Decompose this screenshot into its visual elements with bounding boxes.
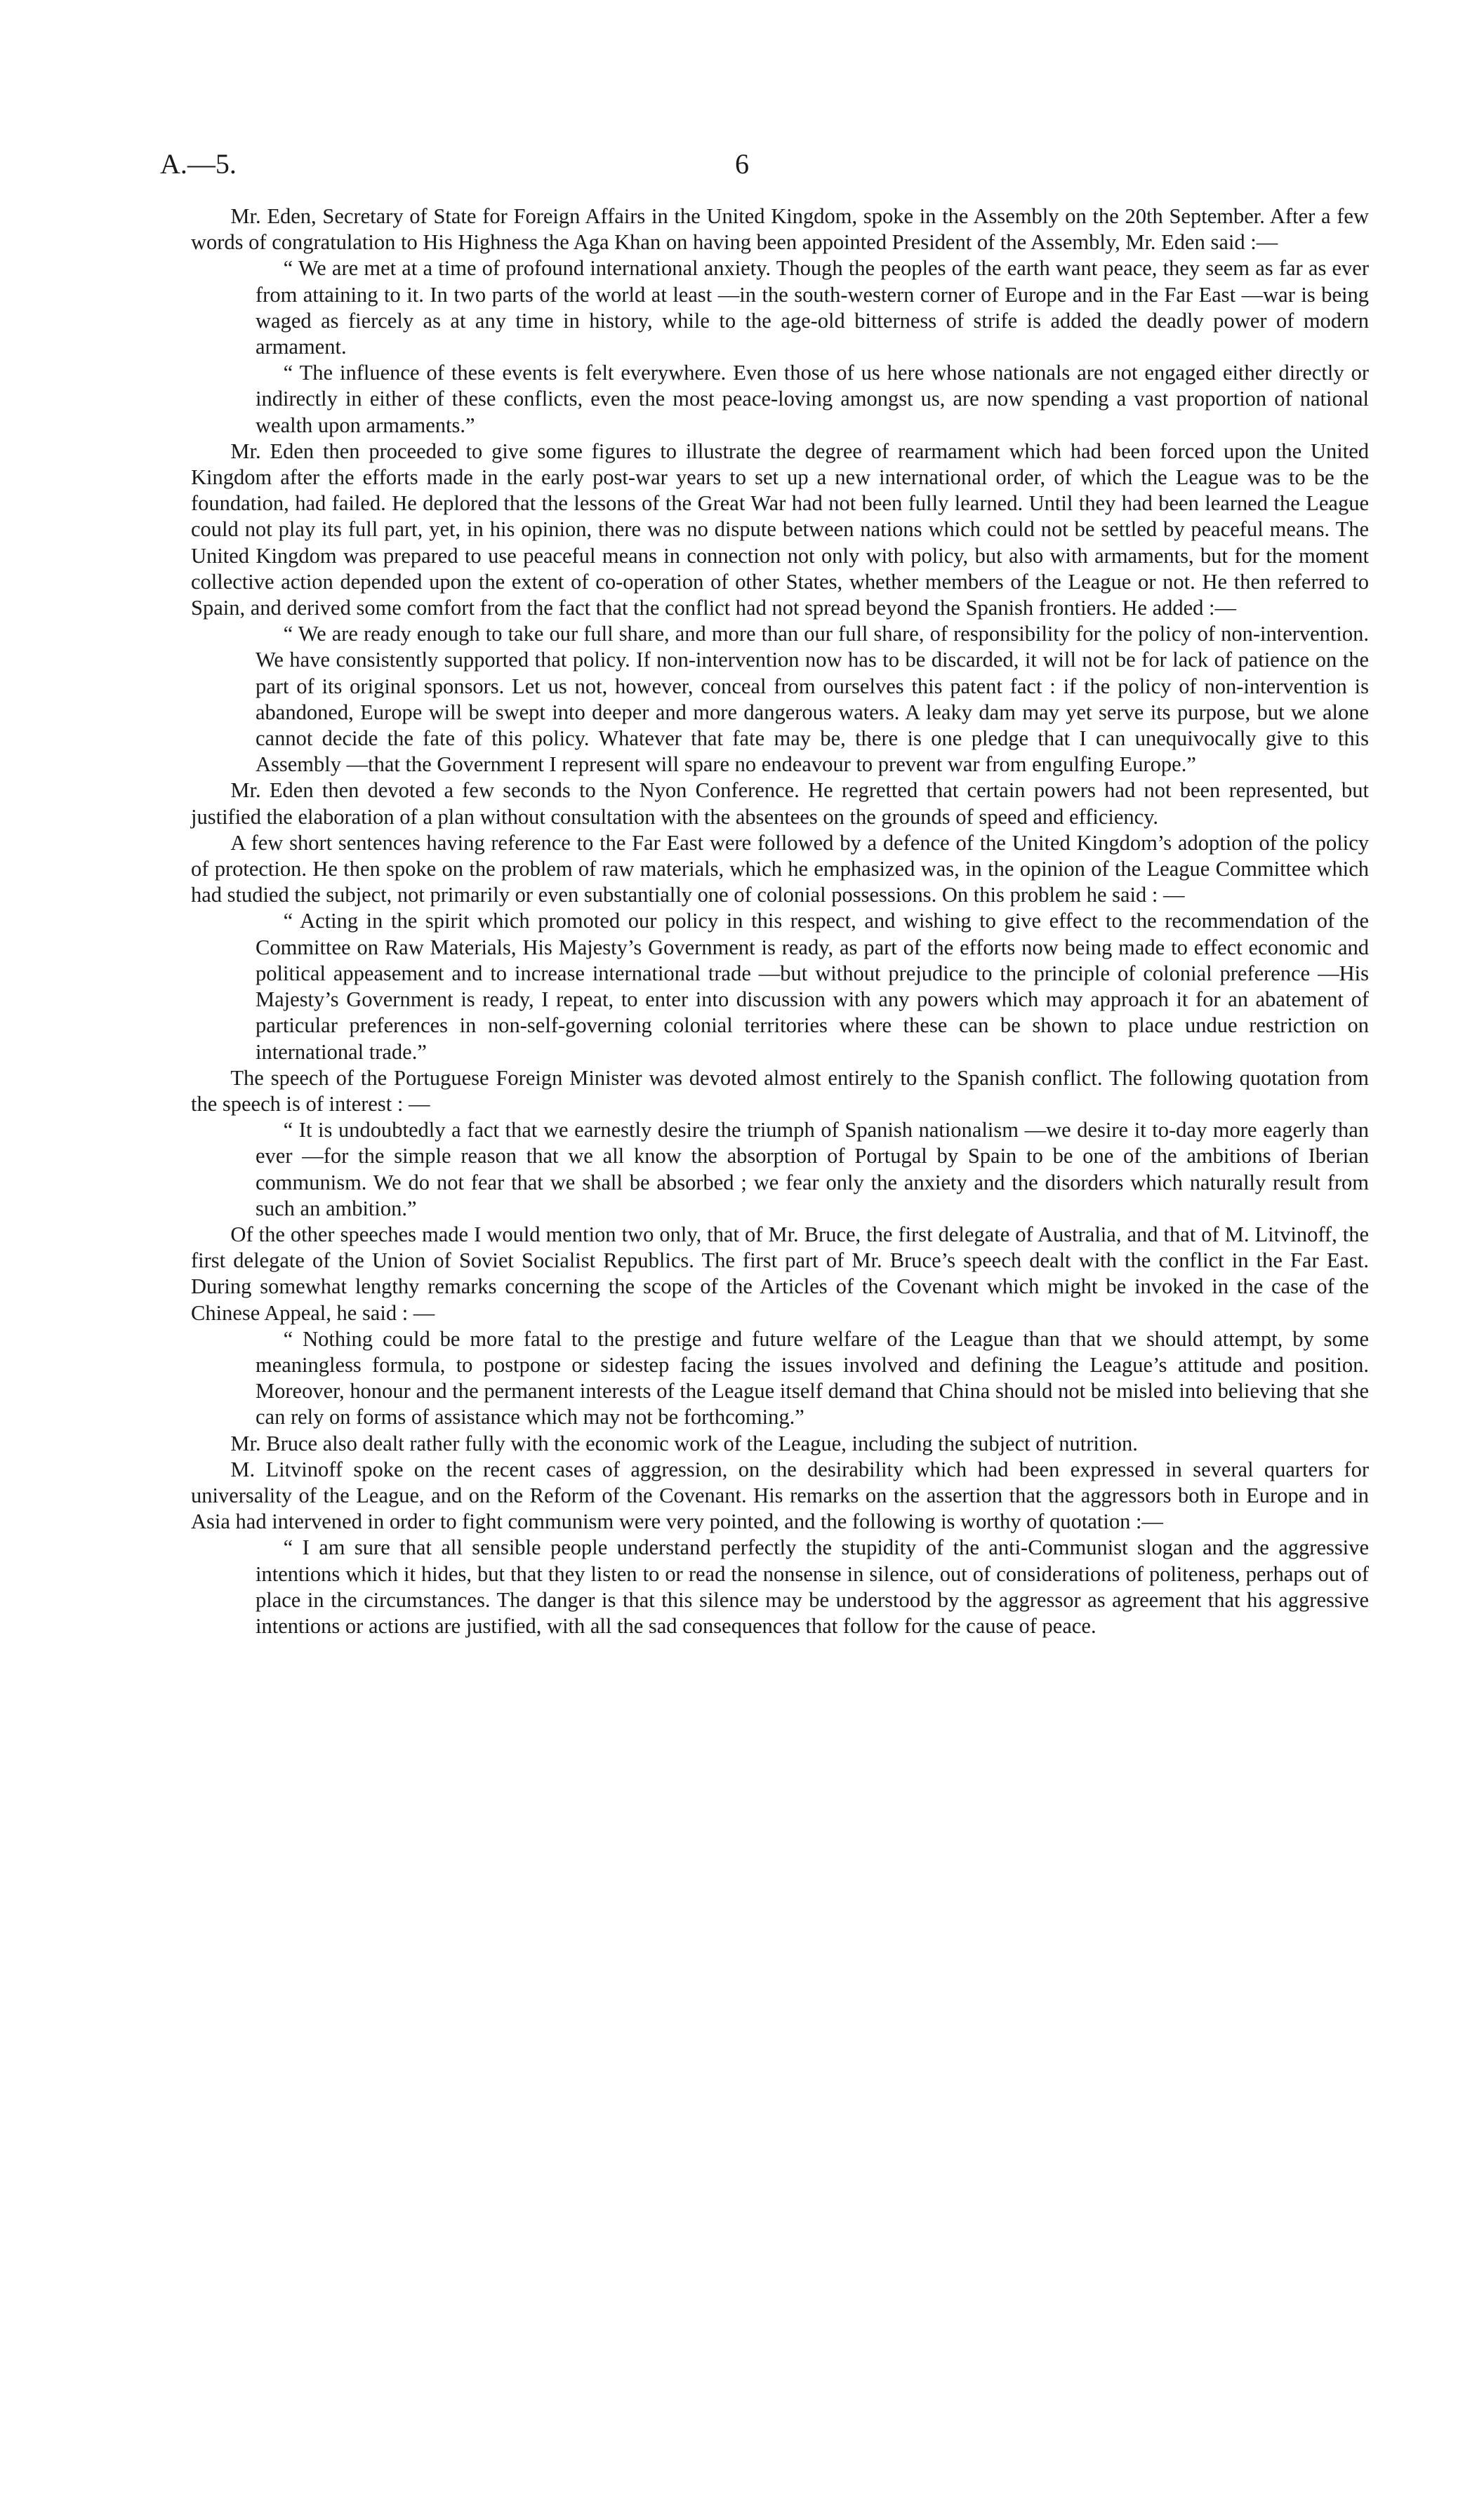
quotation: “ I am sure that all sensible people understand perfectly the stupidity of the anti-Communist slogan and the aggressive intentions which it hides, but that they listen to or read the nonsense in silence, out of considerations of politeness, perhaps out of place in the circumstances. The danger is that this silence may be understood by the aggressor as agreement that his aggressive intentions or actions are justified, with all the sad consequences that follow for the cause of peace. [256,1535,1369,1638]
quotation: “ We are ready enough to take our full share, and more than our full share, of responsibility for the policy of non-intervention. We have consistently supported that policy. If non-intervention now has to be discarded, it will not be for lack of patience on the part of its original sponsors. Let us not, however, conceal from ourselves this patent fact : if the policy of non-intervention is abandoned, Europe will be swept into deeper and more dangerous waters. A leaky dam may yet serve its purpose, but we alone cannot decide the fate of this policy. Whatever that fate may be, there is one pledge that I can unequivocally give to this Assembly —that the Government I represent will spare no endeavour to prevent war from engulfing Europe.” [256,622,1369,777]
paragraph: Mr. Eden then devoted a few seconds to the Nyon Conference. He regretted that certain powers had not been represented, but justified the elaboration of a plan without consultation with the absentees on the grounds of speed and efficiency. [191,778,1369,829]
quotation: “ We are met at a time of profound international anxiety. Though the peoples of the earth want peace, they seem as far as ever from attaining to it. In two parts of the world at least —in the south-western corner of Europe and in the Far East —war is being waged as fiercely as at any time in history, while to the age-old bitterness of strife is added the deadly power of modern armament. [256,256,1369,359]
quotation: “ Acting in the spirit which promoted our policy in this respect, and wishing to give effect to the recommendation of the Committee on Raw Materials, His Majesty’s Government is ready, as part of the efforts now being made to effect economic and political appeasement and to increase international trade —but without prejudice to the principle of colonial preference —His Majesty’s Government is ready, I repeat, to enter into discussion with any powers which may approach it for an abatement of particular preferences in non-self-governing colonial territories where these can be shown to place undue restriction on international trade.” [256,909,1369,1064]
quotation: “ Nothing could be more fatal to the prestige and future welfare of the League than that we should attempt, by some meaningless formula, to postpone or sidestep facing the issues involved and defining the League’s attitude and position. Moreover, honour and the permanent interests of the League itself demand that China should not be misled into believing that she can rely on forms of assistance which may not be forthcoming.” [256,1326,1369,1429]
paragraph: Mr. Eden, Secretary of State for Foreign Affairs in the United Kingdom, spoke in the Assembly on the 20th September. After a few words of congratulation to His Highness the Aga Khan on having been appointed President of the Assembly, Mr. Eden said :— [191,204,1369,255]
page-header [160,147,1324,189]
body-text [191,204,1369,1639]
paragraph: Mr. Bruce also dealt rather fully with the economic work of the League, including the subject of nutrition. [230,1431,1138,1455]
paragraph: M. Litvinoff spoke on the recent cases of aggression, on the desirability which had been expressed in several quarters for universality of the League, and on the Reform of the Covenant. His remarks on the assertion that the aggressors both in Europe and in Asia had intervened in order to fight communism were very pointed, and the following is worthy of quotation :— [191,1457,1369,1534]
paragraph: Of the other speeches made I would mention two only, that of Mr. Bruce, the first delegate of Australia, and that of M. Litvinoff, the first delegate of the Union of Soviet Socialist Republics. The first part of Mr. Bruce’s speech dealt with the conflict in the Far East. During somewhat lengthy remarks concerning the scope of the Articles of the Covenant which might be invoked in the case of the Chinese Appeal, he said : — [191,1222,1369,1325]
paragraph: A few short sentences having reference to the Far East were followed by a defence of the United Kingdom’s adoption of the policy of protection. He then spoke on the problem of raw materials, which he emphasized was, in the opinion of the League Committee which had studied the subject, not primarily or even substantially one of colonial possessions. On this problem he said : — [191,830,1369,907]
paragraph: Mr. Eden then proceeded to give some figures to illustrate the degree of rearmament which had been forced upon the United Kingdom after the efforts made in the early post-war years to set up a new international order, of which the League was to be the foundation, had failed. He deplored that the lessons of the Great War had not been fully learned. Until they had been learned the League could not play its full part, yet, in his opinion, there was no dispute between nations which could not be settled by peaceful means. The United Kingdom was prepared to use peaceful means in connection not only with policy, but also with armaments, but for the moment collective action depended upon the extent of co-operation of other States, whether members of the League or not. He then referred to Spain, and derived some comfort from the fact that the conflict had not spread beyond the Spanish frontiers. He added :— [191,439,1369,620]
quotation: “ The influence of these events is felt everywhere. Even those of us here whose nationals are not engaged either directly or indirectly in either of these conflicts, even the most peace-loving amongst us, are now spending a vast proportion of national wealth upon armaments.” [256,361,1369,437]
quotation: “ It is undoubtedly a fact that we earnestly desire the triumph of Spanish nationalism —we desire it to-day more eagerly than ever —for the simple reason that we all know the absorption of Portugal by Spain to be one of the ambitions of Iberian communism. We do not fear that we shall be absorbed ; we fear only the anxiety and the disorders which naturally result from such an ambition.” [256,1118,1369,1220]
paragraph: The speech of the Portuguese Foreign Minister was devoted almost entirely to the Spanish conflict. The following quotation from the speech is of interest : — [191,1065,1369,1116]
page-number: 6 [735,148,749,180]
document-reference: A.—5. [160,148,237,180]
